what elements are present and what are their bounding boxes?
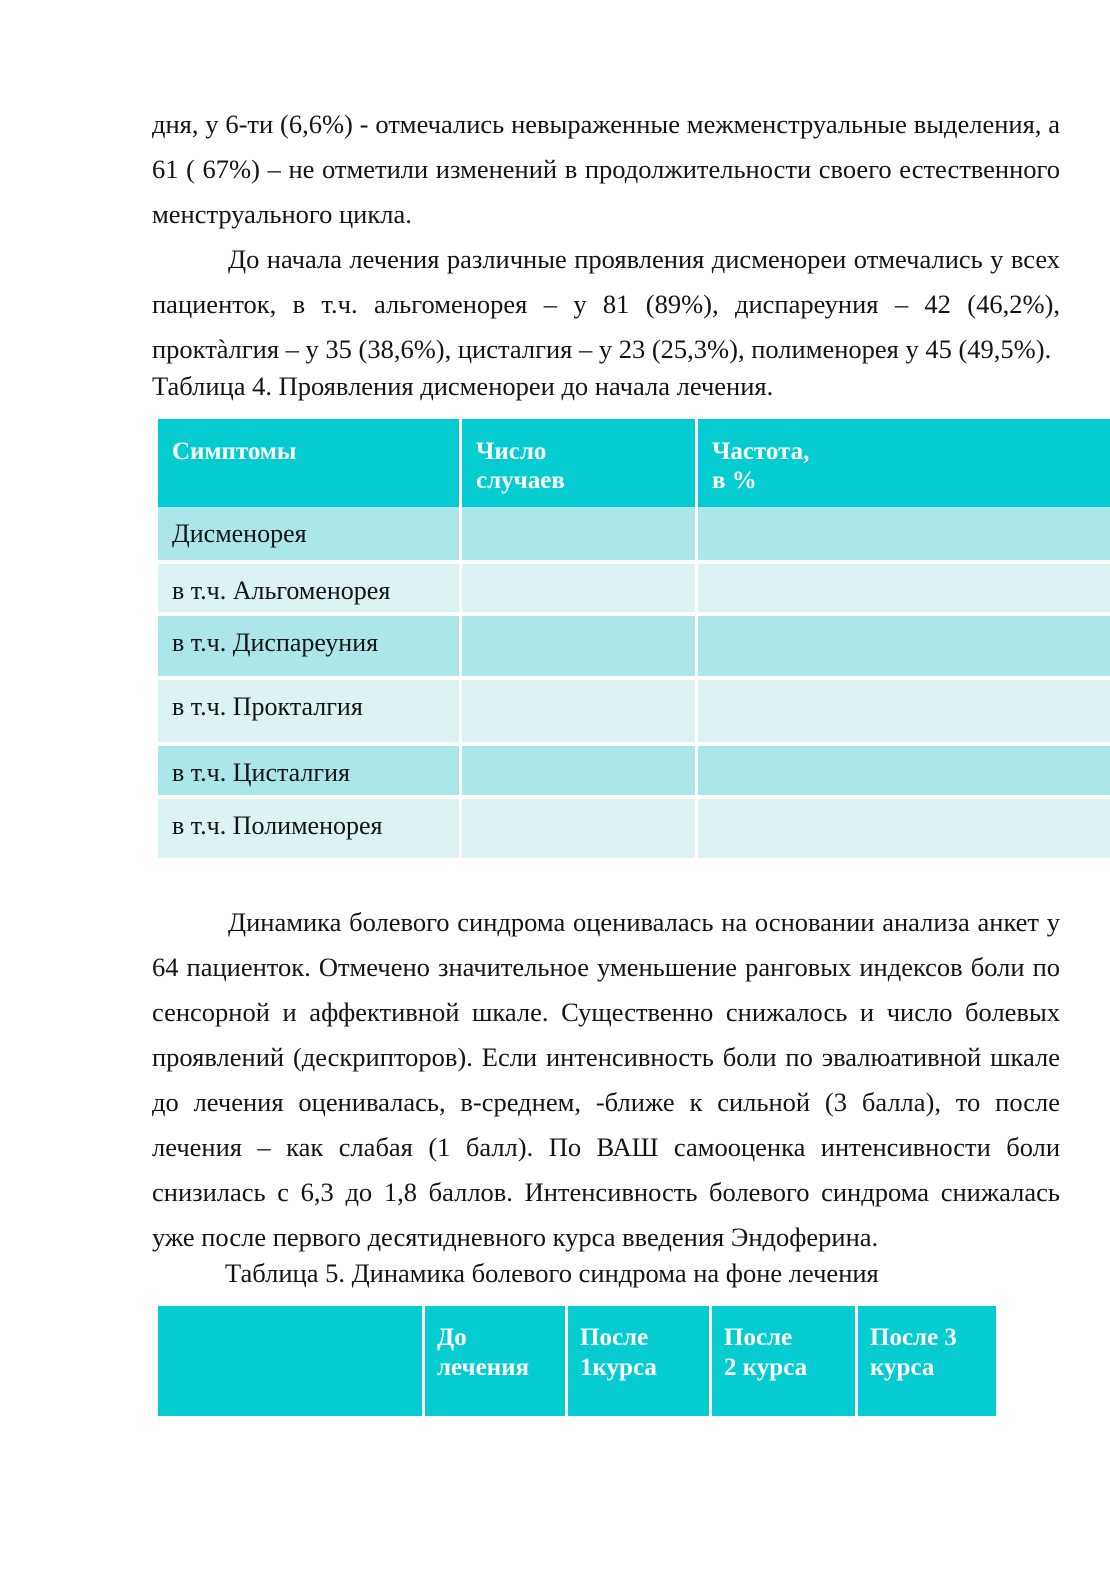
table5-col-blank	[158, 1306, 425, 1416]
table4-cell-cases	[462, 616, 698, 680]
table-row	[158, 616, 1110, 680]
table4-cell-cases	[462, 680, 698, 746]
table5-col-after-course-3	[858, 1306, 996, 1416]
table5-col-before-line2: лечения	[437, 1354, 530, 1381]
table-row	[158, 799, 1110, 862]
table5-col-after2-line1: После	[724, 1324, 793, 1351]
table4-cell-cases	[462, 564, 698, 616]
table4-cell-frequency	[698, 746, 1110, 799]
table4-cell-cases	[462, 799, 698, 862]
table5-col-before-treatment	[425, 1306, 568, 1416]
table4-cell-frequency	[698, 616, 1110, 680]
table4-header-row	[158, 419, 1110, 507]
table4-body	[158, 507, 1110, 862]
table5-col-before-line1: До	[437, 1324, 467, 1351]
table-pain-syndrome-dynamics	[158, 1306, 996, 1416]
table4-cell-symptom: в т.ч. Альгоменорея	[158, 564, 462, 616]
paragraph-block-1	[152, 102, 1060, 237]
table4-cell-cases	[462, 746, 698, 799]
table4-col-frequency-line2: в %	[712, 467, 757, 494]
table4-col-cases-line2: случаев	[476, 467, 565, 494]
table-dysmenorrhea-manifestations	[158, 419, 1110, 862]
table5-caption: Таблица 5. Динамика болевого синдрома на фоне лечения	[225, 1258, 879, 1288]
table4-col-cases	[462, 419, 698, 507]
table4-cell-symptom: в т.ч. Диспареуния	[158, 616, 462, 680]
table4-cell-symptom: в т.ч. Цисталгия	[158, 746, 462, 799]
table4-col-frequency	[698, 419, 1110, 507]
table4-cell-frequency	[698, 507, 1110, 564]
table4-col-symptoms-label: Симптомы	[172, 438, 297, 465]
table4-cell-symptom: в т.ч. Прокталгия	[158, 680, 462, 746]
paragraph-3: Динамика болевого синдрома оценивалась на основании анализа анкет у 64 пациенток. Отмечено значительное уменьшение ранговых индексов боли по сенсорной и аффективной шкале. Существенно снижалось и число болевых проявлений (дескрипторов). Если интенсивность боли по эвалюативной шкале до лечения оценивалась, в-среднем, -ближе к сильной (3 балла), то после лечения – как слабая (1 балл). По ВАШ самооценка интенсивности боли снизилась с 6,3 до 1,8 баллов. Интенсивность болевого синдрома снижалась уже после первого десятидневного курса введения Эндоферина.	[152, 907, 1060, 1252]
table5-col-after-course-1	[568, 1306, 712, 1416]
table4-cell-symptom: в т.ч. Полименорея	[158, 799, 462, 862]
table4-cell-frequency	[698, 564, 1110, 616]
paragraph-block-3	[152, 900, 1060, 1260]
table-row	[158, 746, 1110, 799]
table4-col-frequency-line1: Частота,	[712, 438, 810, 465]
table-row	[158, 507, 1110, 564]
table5-header-row	[158, 1306, 996, 1416]
table5-col-after3-line1: После 3	[870, 1324, 957, 1351]
table5-col-after1-line1: После	[580, 1324, 649, 1351]
table4-col-symptoms	[158, 419, 462, 507]
table-row	[158, 564, 1110, 616]
table5-col-after2-line2: 2 курса	[724, 1354, 808, 1381]
table4-cell-frequency	[698, 680, 1110, 746]
table4-cell-frequency	[698, 799, 1110, 862]
table4-col-cases-line1: Число	[476, 438, 547, 465]
paragraph-1: дня, у 6-ти (6,6%) - отмечались невыраженные межменструальные выделения, а 61 ( 67%) – не отметили изменений в продолжительности своего естественного менструального цикла.	[152, 109, 1060, 229]
table5-col-after-course-2	[712, 1306, 858, 1416]
table4-cell-symptom: Дисменорея	[158, 507, 462, 564]
table-row	[158, 680, 1110, 746]
table4-cell-cases	[462, 507, 698, 564]
paragraph-2: До начала лечения различные проявления дисменореи отмечались у всех пациенток, в т.ч. альгоменорея – у 81 (89%), диспареуния – 42 (46,2%), проктàлгия – у 35 (38,6%), цисталгия – у 23 (25,3%), полименорея у 45 (49,5%).	[152, 244, 1060, 364]
table5-col-after1-line2: 1курса	[580, 1354, 657, 1381]
table5-col-after3-line2: курса	[870, 1354, 935, 1381]
table4-caption: Таблица 4. Проявления дисменореи до начала лечения.	[152, 371, 774, 401]
paragraph-block-2	[152, 237, 1060, 372]
